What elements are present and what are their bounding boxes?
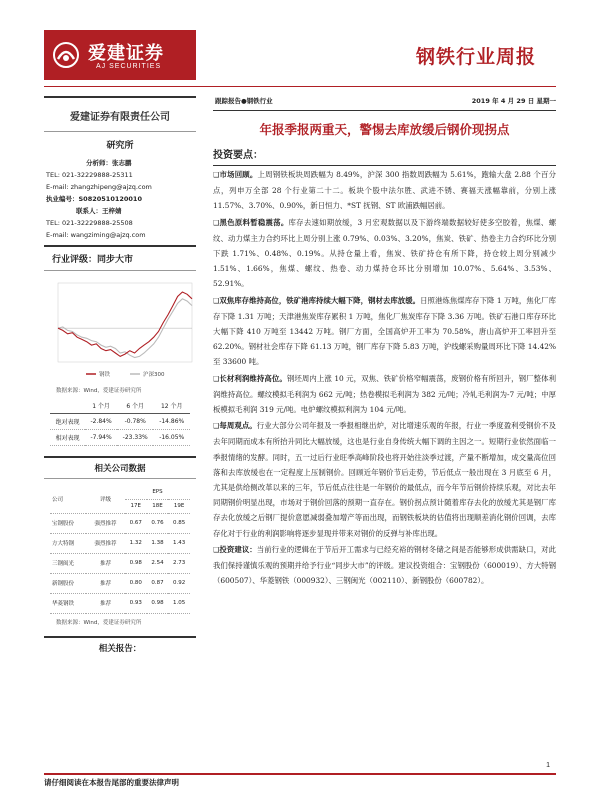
related-companies-title: 相关公司数据 bbox=[44, 456, 196, 479]
table-cell: 三钢闽光 bbox=[50, 553, 86, 573]
footer-divider bbox=[44, 773, 556, 775]
table-cell: -16.05% bbox=[159, 434, 185, 441]
paragraph-weekly-view bbox=[213, 418, 556, 541]
table-cell: 0.67 bbox=[125, 513, 147, 533]
logo bbox=[44, 30, 196, 80]
table-cell: 推荐 bbox=[86, 553, 125, 573]
contact-line bbox=[46, 205, 196, 217]
legend-label: 沪深300 bbox=[143, 372, 165, 378]
checkbox-bullet-icon: ❑ bbox=[213, 545, 220, 554]
table-cell: 2.73 bbox=[168, 553, 190, 573]
logo-cn-text: 爱建证券 bbox=[88, 43, 164, 64]
para-head: 黑色原料暂稳震荡。 bbox=[219, 217, 289, 227]
analyst-label: 分析师： bbox=[86, 159, 112, 167]
para-body: 库存去速如期放缓，3 月宏观数据以及下游终端数据较好使多空胶着，焦煤、螺纹、动力煤主力合约环比上周分别上涨 0.79%、0.03%、3.20%，焦炭、铁矿、热卷主力合约环比分别下跌 1.71%、0.48%、0.19%。从持仓量上看，焦炭、铁矿持仓有所下降，持仓较上周分别减少 1.51%、1.66%，焦煤、螺纹、热卷、动力煤持仓环比分别增加 10.07%、5.64%、3.53%、52.91%。 bbox=[213, 217, 556, 289]
table-cell: 0.93 bbox=[125, 593, 147, 613]
eps-source: 数据来源：Wind，爱建证券研究所 bbox=[56, 619, 142, 626]
table-cell: 0.92 bbox=[168, 573, 190, 593]
table-cell: -7.94% bbox=[90, 434, 112, 441]
table-cell: 0.98 bbox=[125, 553, 147, 573]
eps-header-stock: 公司 bbox=[50, 485, 86, 513]
performance-chart bbox=[44, 277, 196, 382]
table-cell: -2.84% bbox=[90, 418, 112, 425]
table-cell: 0.87 bbox=[147, 573, 169, 593]
checkbox-bullet-icon: ❑ bbox=[213, 374, 220, 383]
rating-value: 同步大市 bbox=[97, 255, 134, 265]
chart-source: 数据来源：Wind，爱建证券研究所 bbox=[56, 388, 142, 394]
contact-block bbox=[44, 157, 196, 241]
table-cell: 0.80 bbox=[125, 573, 147, 593]
eps-year: 17E bbox=[125, 499, 147, 513]
company-name: 爱建证券有限责任公司 bbox=[44, 96, 196, 132]
analyst-name: 张志鹏 bbox=[112, 159, 132, 167]
report-date: 2019 年 4 月 29 日 星期一 bbox=[471, 97, 556, 105]
table-cell: 推荐 bbox=[86, 593, 125, 613]
table-cell: 相对表现 bbox=[55, 435, 80, 442]
table-cell: 0.98 bbox=[147, 593, 169, 613]
table-row bbox=[50, 573, 190, 593]
paragraph-raw-materials bbox=[213, 215, 556, 292]
para-head: 市场回顾。 bbox=[219, 170, 258, 179]
perf-header-cell: 1 个月 bbox=[92, 403, 110, 410]
rating-label: 行业评级： bbox=[52, 255, 98, 265]
report-type: 跟踪报告●钢铁行业 bbox=[215, 97, 273, 105]
checkbox-bullet-icon: ❑ bbox=[213, 296, 220, 305]
eps-year: 18E bbox=[147, 499, 169, 513]
legend-label: 钢铁 bbox=[99, 372, 111, 378]
main-content bbox=[213, 96, 556, 588]
meta-divider bbox=[213, 110, 556, 111]
perf-header-cell: 6 个月 bbox=[126, 403, 145, 410]
table-row bbox=[50, 414, 190, 430]
contact-tel: TEL: 021-32229888-25508 bbox=[46, 219, 133, 227]
para-body: 日照港炼焦煤库存下降 1 万吨，焦化厂库存下降 1.31 万吨；天津港焦炭库存累积 1 万吨，焦化厂焦炭库存下降 3.36 万吨。铁矿石港口库存环比大幅下降 410 万吨至 13442 万吨。钢厂方面，全国高炉开工率为 70.58%，唐山高炉开工率回升至 62.20%。钢材社会库存下降 61.13 万吨，钢厂库存下降 5.83 万吨，沪线螺采购量周环比下降 14.42%至 33600 吨。 bbox=[213, 295, 556, 367]
paragraph-inventory bbox=[213, 293, 556, 370]
chart-frame bbox=[58, 283, 192, 362]
paragraph-market-review bbox=[213, 167, 556, 214]
table-cell: 0.85 bbox=[168, 513, 190, 533]
contact-email[interactable]: E-mail: wangziming@ajzq.com bbox=[46, 231, 146, 239]
para-head: 双焦库存维持高位，铁矿港库持续大幅下降，钢材去库放缓。 bbox=[219, 295, 421, 305]
table-cell: -0.78% bbox=[124, 418, 146, 425]
eps-year: 19E bbox=[168, 499, 190, 513]
table-cell: -14.86% bbox=[159, 418, 185, 425]
table-cell: 强烈推荐 bbox=[86, 533, 125, 553]
table-row bbox=[50, 513, 190, 533]
institute-name: 研究所 bbox=[106, 141, 134, 151]
table-cell: 1.05 bbox=[168, 593, 190, 613]
cert-number: 执业编号：S0820510120010 bbox=[46, 195, 142, 203]
table-cell: -23.33% bbox=[122, 434, 148, 441]
table-cell: 0.76 bbox=[147, 513, 169, 533]
table-cell: 1.38 bbox=[147, 533, 169, 553]
para-head: 长材利润维持高位。 bbox=[219, 373, 287, 383]
performance-table bbox=[50, 398, 190, 446]
header-divider bbox=[44, 86, 556, 87]
related-reports-title: 相关报告： bbox=[44, 636, 196, 654]
series-line-0 bbox=[58, 292, 192, 356]
logo-mark-icon bbox=[52, 41, 80, 69]
perf-header-cell bbox=[50, 398, 85, 414]
table-row bbox=[50, 593, 190, 613]
contact-name: 王梓婧 bbox=[102, 207, 122, 215]
table-cell: 推荐 bbox=[86, 573, 125, 593]
checkbox-bullet-icon: ❑ bbox=[213, 218, 220, 227]
logo-en-text: AJ SECURITIES bbox=[96, 63, 162, 70]
table-cell: 华菱钢铁 bbox=[50, 593, 86, 613]
industry-rating bbox=[44, 245, 196, 271]
table-header-row bbox=[50, 485, 190, 499]
paragraph-investment-advice bbox=[213, 542, 556, 589]
analyst-email[interactable]: E-mail: zhangzhipeng@ajzq.com bbox=[46, 183, 152, 191]
analyst-tel: TEL: 021-32229888-25311 bbox=[46, 171, 133, 179]
para-head: 投资建议： bbox=[219, 544, 257, 554]
para-body: 行业大部分公司年报及一季报相继出炉，对比增速乐观的年报，行业一季度盈利受钢价不及去年同期而成本有所抬升同比大幅放缓，这也是行业自身传统大幅下调的主因之一。短期行业依然面临一季报情绪的发酵。同时，五一过后行业旺季高峰阶段也将开始往淡季过渡，产量不断增加，成交量高位回落和去库放缓也在一定程度上压制钢价。回顾近年钢价节后走势，节后低点一般出现在 3 月底至 6 月，尤其是供给侧改革以来的三年，节后低点往往是一年钢价的最低点，而今年节后钢价持续乐观，对比去年同期钢价明显出现，市场对于钢价回落的预期一直存在。钢价拐点预计随着库存去化的放缓尤其是钢厂库存去化放缓之后钢厂提价意愿减弱叠加增产等而出现，而钢铁板块的估值将出现顺差消化钢价回调，去库存化对于行业的利润影响将逐步显现并带来对钢价的反弹与补库出现。 bbox=[213, 421, 556, 538]
analyst-line bbox=[46, 157, 196, 169]
report-title: 钢铁行业周报 bbox=[415, 46, 536, 68]
table-cell: 强烈推荐 bbox=[86, 513, 125, 533]
section-heading: 投资要点： bbox=[213, 144, 556, 166]
main-title: 年报季报两重天，警惕去库放缓后钢价现拐点 bbox=[259, 122, 510, 137]
table-cell: 宝钢股份 bbox=[50, 513, 86, 533]
eps-table bbox=[50, 485, 190, 614]
footer-disclaimer[interactable]: 请仔细阅读在本报告尾部的重要法律声明 bbox=[44, 778, 179, 787]
eps-header-rating: 评级 bbox=[86, 485, 125, 513]
para-body: 当前行业的逻辑在于节后开工需求与已经充裕的钢材冬储之间是否能够形成供需缺口，对此我们保持谨慎乐观的预期并给予行业“同步大市”的评级。建议投资组合：宝钢股份（600019）、方大特钢（600507）、华菱钢铁（000932）、三钢闽光（002110）、新钢股份（600782）。 bbox=[213, 544, 556, 586]
table-header-row bbox=[50, 398, 190, 414]
table-cell: 方大特钢 bbox=[50, 533, 86, 553]
page-number: 1 bbox=[546, 762, 550, 769]
report-meta bbox=[213, 96, 556, 108]
table-cell: 新钢股份 bbox=[50, 573, 86, 593]
table-cell: 1.32 bbox=[125, 533, 147, 553]
table-row bbox=[50, 533, 190, 553]
perf-header-cell: 12 个月 bbox=[160, 403, 183, 410]
table-row bbox=[50, 430, 190, 446]
checkbox-bullet-icon: ❑ bbox=[213, 422, 220, 431]
checkbox-bullet-icon: ❑ bbox=[213, 171, 220, 179]
eps-header-eps: EPS bbox=[125, 485, 190, 499]
paragraph-profit bbox=[213, 371, 556, 418]
para-body: 钢坯周内上涨 10 元，双焦、铁矿价格窄幅震荡，废钢价格有所回升，钢厂整体利润维持高位。螺纹模拟毛利润为 662 元/吨；热卷模拟毛利润为 382 元/吨；冷轧毛利润为-7 元/吨；中厚板模拟毛利润 319 元/吨。电炉螺纹模拟利润为 104 元/吨。 bbox=[213, 373, 556, 415]
table-row bbox=[50, 553, 190, 573]
contact-label: 联系人： bbox=[76, 207, 102, 215]
table-cell: 绝对表现 bbox=[55, 419, 80, 426]
left-sidebar bbox=[44, 96, 196, 756]
para-body: 上周钢铁板块周跌幅为 8.49%，沪深 300 指数周跌幅为 5.61%，跑输大盘 2.88 个百分点，列申万全部 28 个行业第二十二。板块个股中法尔胜、武进不锈、赛福天涨幅靠前，分别上涨 11.57%、3.70%、0.90%，新日恒力、*ST 抚钢、ST 欧浦跌幅居前。 bbox=[213, 170, 556, 211]
table-cell: 1.43 bbox=[168, 533, 190, 553]
table-cell: 2.54 bbox=[147, 553, 169, 573]
para-head: 每周观点。 bbox=[219, 421, 257, 431]
performance-chart-svg bbox=[44, 277, 196, 382]
